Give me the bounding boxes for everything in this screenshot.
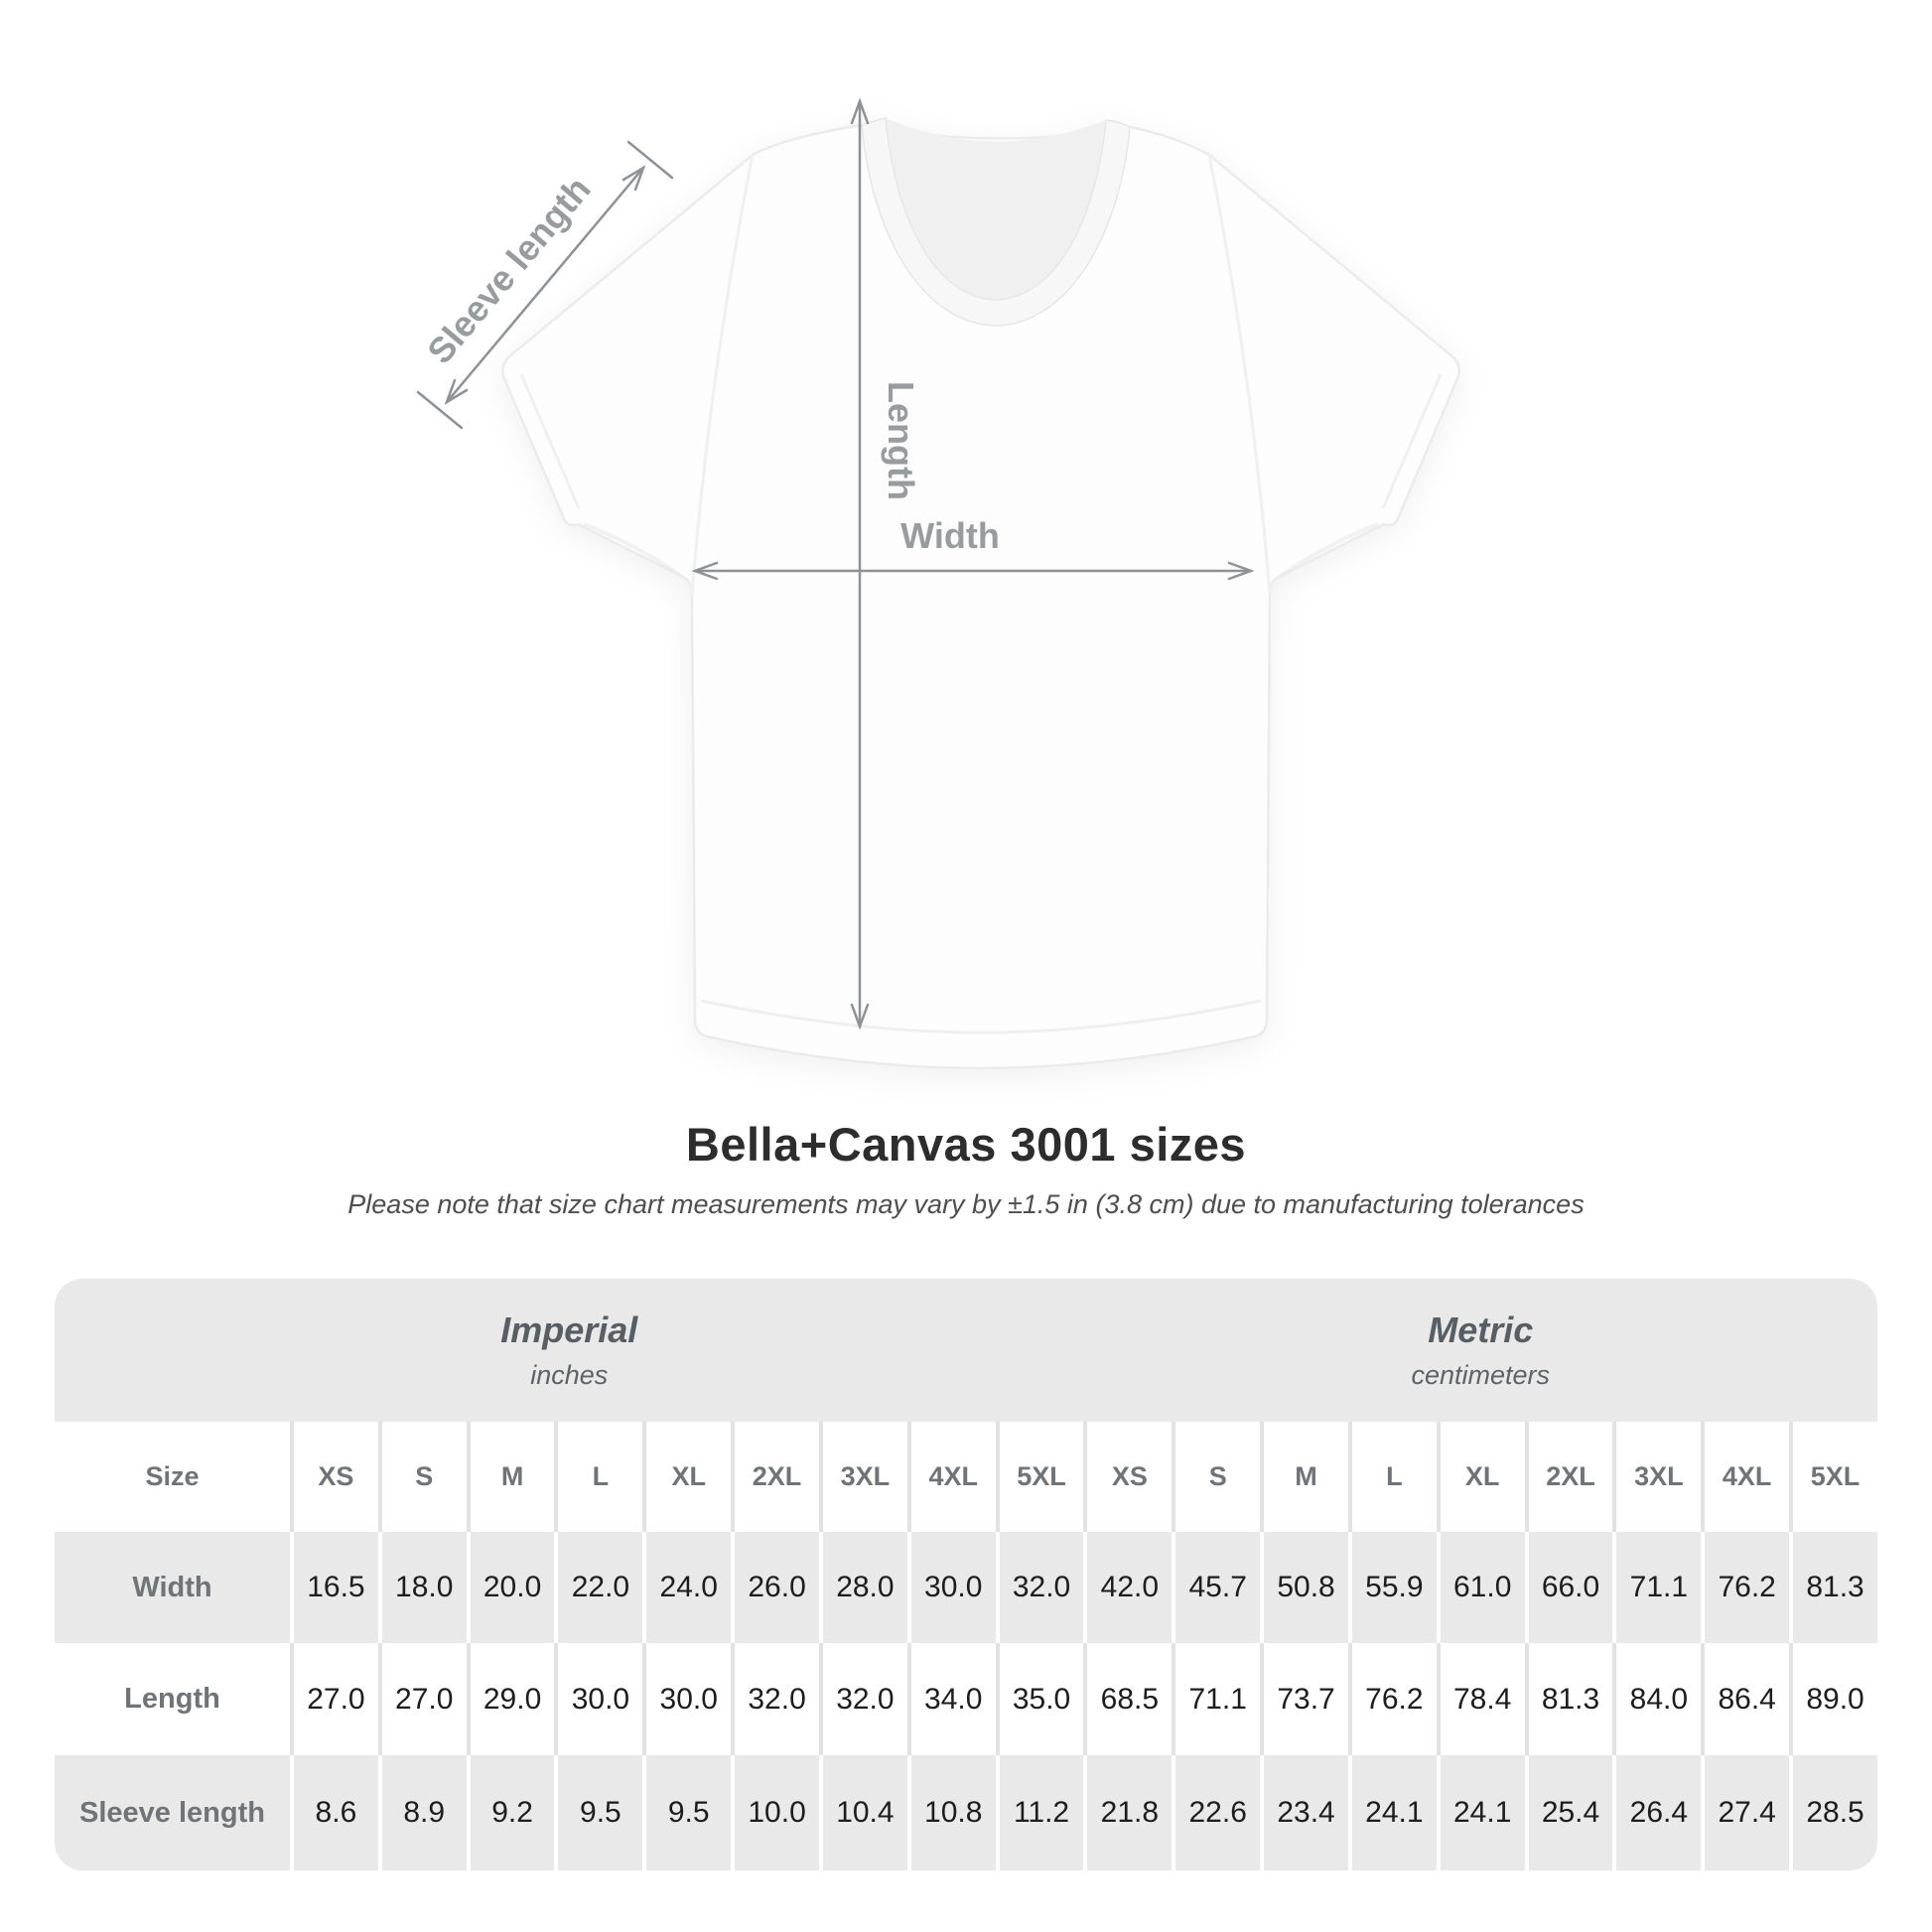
table-cell: 22.6 bbox=[1172, 1755, 1260, 1870]
imperial-unit-label: inches bbox=[530, 1359, 609, 1390]
table-row-length bbox=[55, 1643, 1877, 1755]
table-cell: 27.4 bbox=[1701, 1755, 1789, 1870]
metric-unit-label: centimeters bbox=[1411, 1359, 1550, 1390]
imperial-label: Imperial bbox=[500, 1309, 638, 1350]
table-cell: 32.0 bbox=[819, 1643, 907, 1755]
row-label: Sleeve length bbox=[79, 1796, 265, 1829]
table-cell: 10.0 bbox=[731, 1755, 819, 1870]
table-cell: 24.1 bbox=[1437, 1755, 1525, 1870]
table-cell: 86.4 bbox=[1701, 1643, 1789, 1755]
table-cell: 61.0 bbox=[1437, 1532, 1525, 1643]
table-cell: 11.2 bbox=[996, 1755, 1084, 1870]
size-header: 5XL bbox=[996, 1422, 1084, 1532]
unit-group-row bbox=[55, 1279, 1877, 1422]
table-cell: 50.8 bbox=[1260, 1532, 1348, 1643]
size-header: XL bbox=[642, 1422, 731, 1532]
size-header: M bbox=[467, 1422, 555, 1532]
table-cell: 32.0 bbox=[731, 1643, 819, 1755]
table-cell: 9.2 bbox=[467, 1755, 555, 1870]
size-table bbox=[55, 1279, 1877, 1870]
table-cell: 35.0 bbox=[996, 1643, 1084, 1755]
table-cell: 24.0 bbox=[642, 1532, 731, 1643]
table-cell: 25.4 bbox=[1525, 1755, 1613, 1870]
table-cell: 24.1 bbox=[1348, 1755, 1437, 1870]
table-cell: 9.5 bbox=[554, 1755, 642, 1870]
imperial-group-header bbox=[55, 1279, 1083, 1422]
size-header: S bbox=[1172, 1422, 1260, 1532]
size-header: 2XL bbox=[1525, 1422, 1613, 1532]
size-header: 5XL bbox=[1789, 1422, 1877, 1532]
table-cell: 30.0 bbox=[554, 1643, 642, 1755]
table-cell: 78.4 bbox=[1437, 1643, 1525, 1755]
table-cell: 23.4 bbox=[1260, 1755, 1348, 1870]
table-cell: 10.8 bbox=[907, 1755, 996, 1870]
table-cell: 8.9 bbox=[378, 1755, 467, 1870]
size-header: 2XL bbox=[731, 1422, 819, 1532]
table-cell: 81.3 bbox=[1525, 1643, 1613, 1755]
table-cell: 71.1 bbox=[1612, 1532, 1701, 1643]
table-cell: 27.0 bbox=[378, 1643, 467, 1755]
table-cell: 81.3 bbox=[1789, 1532, 1877, 1643]
table-cell: 45.7 bbox=[1172, 1532, 1260, 1643]
tshirt-graphic bbox=[502, 118, 1459, 1068]
size-header: L bbox=[554, 1422, 642, 1532]
table-cell: 16.5 bbox=[290, 1532, 378, 1643]
size-header: 3XL bbox=[819, 1422, 907, 1532]
table-cell: 42.0 bbox=[1083, 1532, 1172, 1643]
table-cell: 66.0 bbox=[1525, 1532, 1613, 1643]
table-cell: 9.5 bbox=[642, 1755, 731, 1870]
metric-label: Metric bbox=[1428, 1309, 1534, 1350]
table-cell: 76.2 bbox=[1348, 1643, 1437, 1755]
table-cell: 26.0 bbox=[731, 1532, 819, 1643]
size-header: XS bbox=[1083, 1422, 1172, 1532]
table-cell: 18.0 bbox=[378, 1532, 467, 1643]
width-label: Width bbox=[900, 515, 1000, 556]
table-cell: 20.0 bbox=[467, 1532, 555, 1643]
table-cell: 10.4 bbox=[819, 1755, 907, 1870]
size-header-row bbox=[55, 1422, 1877, 1532]
size-header: M bbox=[1260, 1422, 1348, 1532]
table-cell: 22.0 bbox=[554, 1532, 642, 1643]
table-cell: 73.7 bbox=[1260, 1643, 1348, 1755]
size-column-header: Size bbox=[145, 1461, 200, 1491]
table-cell: 32.0 bbox=[996, 1532, 1084, 1643]
table-cell: 71.1 bbox=[1172, 1643, 1260, 1755]
length-label: Length bbox=[881, 381, 921, 500]
table-cell: 29.0 bbox=[467, 1643, 555, 1755]
table-cell: 30.0 bbox=[907, 1532, 996, 1643]
row-label: Width bbox=[132, 1571, 212, 1603]
table-cell: 55.9 bbox=[1348, 1532, 1437, 1643]
table-cell: 26.4 bbox=[1612, 1755, 1701, 1870]
size-header: L bbox=[1348, 1422, 1437, 1532]
sleeve-length-label: Sleeve length bbox=[419, 168, 599, 372]
size-table-grid bbox=[55, 1279, 1877, 1870]
table-cell: 8.6 bbox=[290, 1755, 378, 1870]
size-header: XL bbox=[1437, 1422, 1525, 1532]
table-cell: 28.5 bbox=[1789, 1755, 1877, 1870]
page-title: Bella+Canvas 3001 sizes bbox=[685, 1118, 1247, 1171]
table-row-sleeve-length bbox=[55, 1755, 1877, 1870]
table-row-width bbox=[55, 1532, 1877, 1643]
table-cell: 28.0 bbox=[819, 1532, 907, 1643]
size-header: 3XL bbox=[1612, 1422, 1701, 1532]
table-cell: 68.5 bbox=[1083, 1643, 1172, 1755]
table-cell: 21.8 bbox=[1083, 1755, 1172, 1870]
table-cell: 30.0 bbox=[642, 1643, 731, 1755]
table-cell: 89.0 bbox=[1789, 1643, 1877, 1755]
size-header: 4XL bbox=[907, 1422, 996, 1532]
size-header: S bbox=[378, 1422, 467, 1532]
size-header: XS bbox=[290, 1422, 378, 1532]
row-label: Length bbox=[124, 1683, 220, 1715]
page-subtitle: Please note that size chart measurements may vary by ±1.5 in (3.8 cm) due to manufacturing tolerances bbox=[347, 1189, 1585, 1219]
table-cell: 84.0 bbox=[1612, 1643, 1701, 1755]
metric-group-header bbox=[1083, 1279, 1877, 1422]
table-cell: 76.2 bbox=[1701, 1532, 1789, 1643]
table-cell: 27.0 bbox=[290, 1643, 378, 1755]
size-header: 4XL bbox=[1701, 1422, 1789, 1532]
table-cell: 34.0 bbox=[907, 1643, 996, 1755]
